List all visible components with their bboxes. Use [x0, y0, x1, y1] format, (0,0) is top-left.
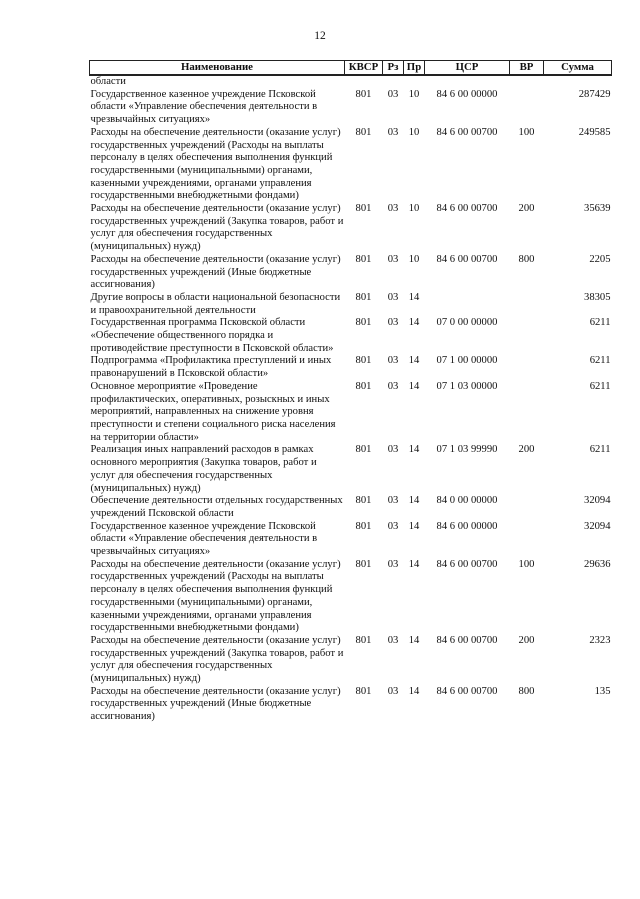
cell-pr: 14 — [408, 685, 420, 697]
header-vr: ВР — [510, 61, 544, 76]
table-row — [90, 127, 612, 203]
cell-sum: 287429 — [578, 88, 611, 100]
cell-sum: 249585 — [578, 126, 611, 138]
cell-vr — [510, 381, 544, 445]
table-row — [90, 89, 612, 127]
cell-name: Расходы на обеспечение деятельности (оказание услуг) государственных учреждений (Иные бюджетные ассигнования) — [90, 685, 341, 723]
cell-csr: 84 6 00 00700 — [436, 126, 498, 138]
table-header-row — [90, 61, 612, 76]
cell-sum: 6211 — [589, 317, 611, 329]
cell-rz: 03 — [387, 88, 399, 100]
table-row — [90, 381, 612, 445]
cell-vr: 100 — [518, 558, 535, 570]
cell-rz: 03 — [387, 380, 399, 392]
cell-sum: 6211 — [589, 355, 611, 367]
cell-kvsr: 801 — [355, 558, 372, 570]
cell-kvsr: 801 — [355, 126, 372, 138]
budget-table — [89, 60, 612, 724]
cell-csr — [425, 292, 510, 317]
cell-name: Государственное казенное учреждение Псковской области «Управление обеспечения деятельности в чрезвычайных ситуациях» — [90, 88, 318, 126]
cell-vr — [510, 317, 544, 355]
cell-csr: 84 6 00 00700 — [436, 685, 498, 697]
cell-rz: 03 — [387, 355, 399, 367]
cell-kvsr: 801 — [355, 520, 372, 532]
cell-sum: 6211 — [589, 380, 611, 392]
table-row — [90, 444, 612, 495]
cell-sum: 32094 — [584, 495, 611, 507]
cell-sum: 2205 — [589, 253, 611, 265]
table-row — [90, 521, 612, 559]
table-row — [90, 686, 612, 724]
cell-pr: 14 — [408, 634, 420, 646]
cell-vr — [510, 495, 544, 520]
cell-csr: 07 1 03 00000 — [436, 380, 498, 392]
cell-csr: 84 0 00 00000 — [436, 495, 498, 507]
table-row — [90, 292, 612, 317]
cell-vr — [510, 292, 544, 317]
table-row — [90, 355, 612, 380]
cell-name: Основное мероприятие «Проведение профилактических, оперативных, розыскных и иных мероприятий, направленных на снижение уровня преступности и степени социального риска населения на территории области» — [90, 380, 336, 443]
cell-kvsr: 801 — [355, 317, 372, 329]
cell-pr: 14 — [408, 444, 420, 456]
cell-rz: 03 — [387, 634, 399, 646]
table-row — [90, 317, 612, 355]
cell-rz: 03 — [387, 444, 399, 456]
cell-pr: 14 — [408, 495, 420, 507]
cell-rz: 03 — [387, 317, 399, 329]
cell-csr: 84 6 00 00000 — [436, 88, 498, 100]
cell-pr: 10 — [408, 253, 420, 265]
cell-kvsr: 801 — [355, 88, 372, 100]
table-row — [90, 254, 612, 292]
cell-name: Реализация иных направлений расходов в рамках основного мероприятия (Закупка товаров, работ и услуг для обеспечения государственных (муниципальных) нужд) — [90, 444, 317, 494]
cell-kvsr: 801 — [355, 291, 372, 303]
table-row — [90, 559, 612, 635]
cell-name: Другие вопросы в области национальной безопасности и правоохранительной деятельности — [90, 291, 341, 316]
cell-csr: 84 6 00 00700 — [436, 558, 498, 570]
cell-pr: 14 — [408, 317, 420, 329]
cell-pr: 14 — [408, 558, 420, 570]
cell-kvsr: 801 — [355, 355, 372, 367]
cell-sum: 38305 — [584, 291, 611, 303]
cell-kvsr: 801 — [355, 253, 372, 265]
header-name: Наименование — [90, 61, 345, 76]
header-csr: ЦСР — [425, 61, 510, 76]
cell-name: Расходы на обеспечение деятельности (оказание услуг) государственных учреждений (Закупка товаров, работ и услуг для обеспечения государственных (муниципальных) нужд) — [90, 203, 344, 253]
header-pr: Пр — [404, 61, 425, 76]
continuation-text: области — [90, 76, 126, 87]
cell-name: Расходы на обеспечение деятельности (оказание услуг) государственных учреждений (Расходы на выплаты персоналу в целях обеспечения выполнения функций государственными (муниципальными) органами, казенными учреждениями, органами управления государственными внебюджетными фондами) — [90, 126, 341, 202]
cell-name: Государственная программа Псковской области «Обеспечение общественного порядка и противодействие преступности в Псковской области» — [90, 317, 334, 354]
cell-name: Расходы на обеспечение деятельности (оказание услуг) государственных учреждений (Закупка товаров, работ и услуг для обеспечения государственных (муниципальных) нужд) — [90, 634, 344, 685]
cell-rz: 03 — [387, 685, 399, 697]
cell-pr: 10 — [408, 203, 420, 215]
cell-vr: 800 — [518, 685, 535, 697]
cell-kvsr: 801 — [355, 495, 372, 507]
cell-kvsr: 801 — [355, 634, 372, 646]
cell-pr: 14 — [408, 380, 420, 392]
cell-pr: 10 — [408, 126, 420, 138]
cell-rz: 03 — [387, 558, 399, 570]
cell-csr: 84 6 00 00700 — [436, 203, 498, 215]
cell-name: Государственное казенное учреждение Псковской области «Управление обеспечения деятельности в чрезвычайных ситуациях» — [90, 520, 318, 558]
cell-vr: 100 — [518, 126, 535, 138]
cell-vr — [510, 521, 544, 559]
cell-pr: 14 — [408, 355, 420, 367]
cell-vr: 800 — [518, 253, 535, 265]
cell-csr: 07 0 00 00000 — [436, 317, 498, 329]
cell-sum: 2323 — [589, 634, 611, 646]
cell-rz: 03 — [387, 126, 399, 138]
cell-vr: 200 — [518, 444, 535, 456]
cell-rz: 03 — [387, 495, 399, 507]
cell-vr: 200 — [518, 203, 535, 215]
table-row-continuation — [90, 75, 612, 89]
cell-vr — [510, 355, 544, 380]
cell-kvsr: 801 — [355, 444, 372, 456]
header-rz: Рз — [383, 61, 404, 76]
cell-sum: 35639 — [584, 203, 611, 215]
cell-kvsr: 801 — [355, 685, 372, 697]
cell-rz: 03 — [387, 520, 399, 532]
cell-sum: 135 — [594, 685, 611, 697]
cell-csr: 84 6 00 00700 — [436, 634, 498, 646]
table-row — [90, 203, 612, 254]
cell-vr: 200 — [518, 634, 535, 646]
cell-csr: 07 1 03 99990 — [436, 444, 498, 456]
header-kvsr: КВСР — [345, 61, 383, 76]
cell-name: Расходы на обеспечение деятельности (оказание услуг) государственных учреждений (Иные бюджетные ассигнования) — [90, 253, 341, 291]
table-row — [90, 495, 612, 520]
cell-pr: 10 — [408, 88, 420, 100]
cell-rz: 03 — [387, 203, 399, 215]
cell-csr: 84 6 00 00000 — [436, 520, 498, 532]
table-row — [90, 635, 612, 686]
cell-csr: 07 1 00 00000 — [436, 355, 498, 367]
cell-csr: 84 6 00 00700 — [436, 253, 498, 265]
cell-sum: 6211 — [589, 444, 611, 456]
header-sum: Сумма — [544, 61, 612, 76]
cell-rz: 03 — [387, 291, 399, 303]
cell-name: Расходы на обеспечение деятельности (оказание услуг) государственных учреждений (Расходы на выплаты персоналу в целях обеспечения выполнения функций государственными (муниципальными) органами, казенными учреждениями, органами управления государственными внебюджетными фондами) — [90, 558, 341, 634]
cell-name: Подпрограмма «Профилактика преступлений и иных правонарушений в Псковской области» — [90, 355, 332, 380]
cell-pr: 14 — [408, 520, 420, 532]
cell-kvsr: 801 — [355, 380, 372, 392]
cell-rz: 03 — [387, 253, 399, 265]
cell-kvsr: 801 — [355, 203, 372, 215]
cell-pr: 14 — [408, 291, 420, 303]
cell-vr — [510, 89, 544, 127]
page-number: 12 — [314, 30, 326, 42]
cell-name: Обеспечение деятельности отдельных государственных учреждений Псковской области — [90, 495, 343, 519]
cell-sum: 32094 — [584, 520, 611, 532]
cell-sum: 29636 — [584, 558, 611, 570]
